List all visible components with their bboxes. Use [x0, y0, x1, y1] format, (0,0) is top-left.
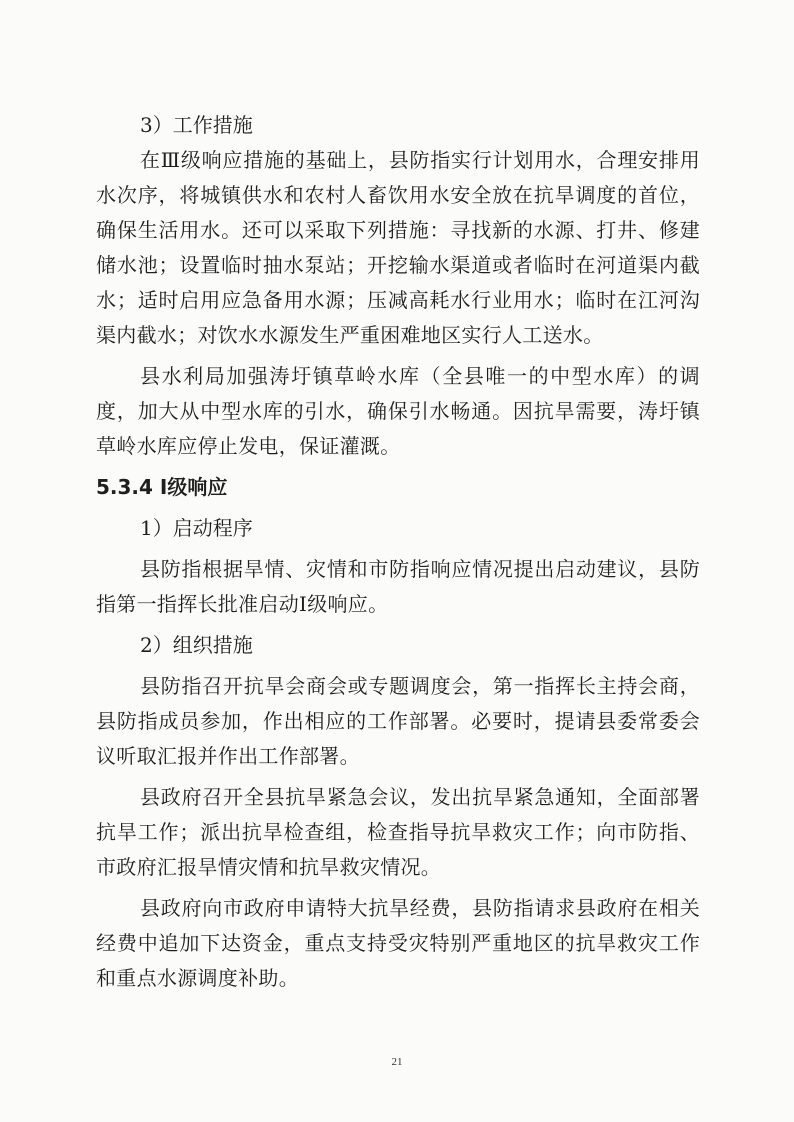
subheading-organization-measures: 2）组织措施: [140, 633, 253, 657]
paragraph-funding: 县政府向市政府申请特大抗旱经费，县防指请求县政府在相关经费中追加下达资金，重点支持受灾特别严重地区的抗旱救灾工作和重点水源调度补助。: [96, 896, 700, 990]
paragraph-reservoir: 县水利局加强涛圩镇草岭水库（全县唯一的中型水库）的调度，加大从中型水库的引水，确保引水畅通。因抗旱需要，涛圩镇草岭水库应停止发电，保证灌溉。: [96, 364, 700, 458]
paragraph-emergency-meeting: 县政府召开全县抗旱紧急会议，发出抗旱紧急通知，全面部署抗旱工作；派出抗旱检查组，检查指导抗旱救灾工作；向市防指、市政府汇报旱情灾情和抗旱救灾情况。: [96, 785, 700, 879]
section-heading-level1-response: 5.3.4 Ⅰ级响应: [96, 475, 228, 499]
paragraph-level3-measures: 在Ⅲ级响应措施的基础上，县防指实行计划用水，合理安排用水次序，将城镇供水和农村人畜饮用水安全放在抗旱调度的首位，确保生活用水。还可以采取下列措施：寻找新的水源、打井、修建储水池；设置临时抽水泵站；开挖输水渠道或者临时在河道渠内截水；适时启用应急备用水源；压减高耗水行业用水；临时在江河沟渠内截水；对饮水水源发生严重困难地区实行人工送水。: [96, 148, 700, 347]
subheading-startup-procedure: 1）启动程序: [140, 516, 253, 540]
paragraph-startup: 县防指根据旱情、灾情和市防指响应情况提出启动建议，县防指第一指挥长批准启动Ⅰ级响应。: [96, 557, 700, 616]
page-number: 21: [391, 1056, 403, 1068]
subheading-work-measures: 3）工作措施: [140, 113, 253, 137]
page-content: [96, 108, 700, 996]
paragraph-consultation: 县防指召开抗旱会商会或专题调度会，第一指挥长主持会商，县防指成员参加，作出相应的工作部署。必要时，提请县委常委会议听取汇报并作出工作部署。: [96, 674, 700, 768]
